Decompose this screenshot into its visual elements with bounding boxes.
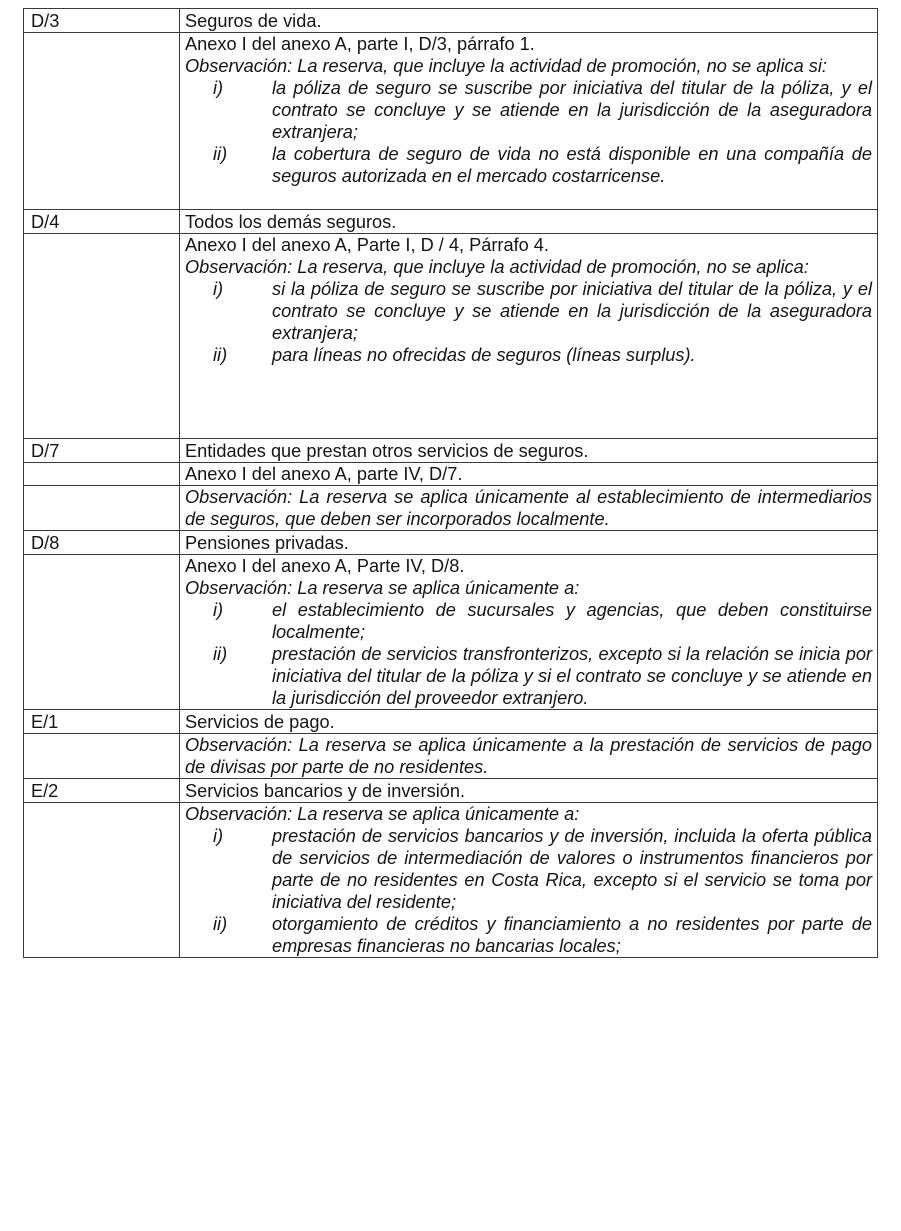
item-text: prestación de servicios transfronterizos, excepto si la relación se inicia por iniciativa del titular de la póliza y si el contrato se concluye y se atiende en la jurisdicción del proveedor extranjero.	[272, 644, 872, 708]
sector-code: E/2	[24, 779, 180, 803]
list-item	[185, 344, 872, 366]
annex-reference: Anexo I del anexo A, parte I, D/3, párrafo 1.	[185, 34, 535, 54]
table-row	[24, 463, 878, 486]
item-text: la póliza de seguro se suscribe por iniciativa del titular de la póliza, y el contrato se concluye y se atiende en la jurisdicción de la aseguradora extranjera;	[272, 78, 872, 142]
item-number: i)	[213, 78, 224, 98]
table-row	[24, 9, 878, 33]
sector-code: D/4	[24, 210, 180, 234]
observation-text: Observación: La reserva se aplica únicamente a:	[185, 804, 580, 824]
table-row	[24, 486, 878, 531]
list-item	[185, 77, 872, 143]
reservation-detail	[180, 555, 878, 710]
observation-text: Observación: La reserva se aplica únicamente a:	[185, 578, 580, 598]
item-number: i)	[213, 826, 224, 846]
annex-reference: Anexo I del anexo A, Parte IV, D/8.	[185, 556, 465, 576]
table-row	[24, 439, 878, 463]
table-row	[24, 555, 878, 710]
reservation-detail	[180, 734, 878, 779]
list-item	[185, 599, 872, 643]
reservations-table	[23, 8, 878, 958]
observation-text: Observación: La reserva se aplica únicamente a la prestación de servicios de pago de divisas por parte de no residentes.	[185, 735, 872, 777]
list-item	[185, 278, 872, 344]
table-row	[24, 33, 878, 210]
list-item	[185, 143, 872, 187]
item-list	[185, 278, 872, 366]
sector-code: E/1	[24, 710, 180, 734]
sector-title: Seguros de vida.	[180, 9, 878, 33]
item-number: i)	[213, 600, 224, 620]
list-item	[185, 825, 872, 913]
reservation-detail	[180, 486, 878, 531]
observation-text: Observación: La reserva se aplica únicamente al establecimiento de intermediarios de seguros, que deben ser incorporados localmente.	[185, 487, 872, 529]
list-item	[185, 643, 872, 709]
item-number: ii)	[213, 144, 228, 164]
item-list	[185, 825, 872, 957]
reservations-table-body	[24, 9, 878, 958]
annex-reference: Anexo I del anexo A, Parte I, D / 4, Párrafo 4.	[185, 235, 549, 255]
table-row	[24, 710, 878, 734]
sector-title: Entidades que prestan otros servicios de seguros.	[180, 439, 878, 463]
annex-reference: Anexo I del anexo A, parte IV, D/7.	[180, 463, 878, 486]
table-row	[24, 734, 878, 779]
reservation-detail	[180, 803, 878, 958]
sector-title: Pensiones privadas.	[180, 531, 878, 555]
observation-text: Observación: La reserva, que incluye la actividad de promoción, no se aplica si:	[185, 56, 827, 76]
observation-text: Observación: La reserva, que incluye la actividad de promoción, no se aplica:	[185, 257, 809, 277]
item-text: prestación de servicios bancarios y de inversión, incluida la oferta pública de servicios de intermediación de valores o instrumentos financieros por parte de no residentes en Costa Rica, excepto si el servicio se toma por iniciativa del residente;	[272, 826, 872, 912]
table-row	[24, 531, 878, 555]
item-number: i)	[213, 279, 224, 299]
item-text: otorgamiento de créditos y financiamiento a no residentes por parte de empresas financieras no bancarias locales;	[272, 914, 872, 956]
empty-code-cell	[24, 486, 180, 531]
item-number: ii)	[213, 345, 228, 365]
reservation-detail	[180, 234, 878, 439]
item-list	[185, 77, 872, 187]
empty-code-cell	[24, 734, 180, 779]
reservation-detail	[180, 33, 878, 210]
item-text: para líneas no ofrecidas de seguros (líneas surplus).	[272, 345, 696, 365]
item-number: ii)	[213, 914, 228, 934]
sector-code: D/7	[24, 439, 180, 463]
item-text: si la póliza de seguro se suscribe por iniciativa del titular de la póliza, y el contrato se concluye y se atiende en la jurisdicción de la aseguradora extranjera;	[272, 279, 872, 343]
sector-title: Todos los demás seguros.	[180, 210, 878, 234]
sector-title: Servicios de pago.	[180, 710, 878, 734]
sector-code: D/3	[24, 9, 180, 33]
table-row	[24, 210, 878, 234]
empty-code-cell	[24, 463, 180, 486]
item-text: el establecimiento de sucursales y agencias, que deben constituirse localmente;	[272, 600, 872, 642]
item-number: ii)	[213, 644, 228, 664]
table-row	[24, 779, 878, 803]
item-list	[185, 599, 872, 709]
empty-code-cell	[24, 234, 180, 439]
list-item	[185, 913, 872, 957]
table-row	[24, 803, 878, 958]
item-text: la cobertura de seguro de vida no está disponible en una compañía de seguros autorizada en el mercado costarricense.	[272, 144, 872, 186]
sector-code: D/8	[24, 531, 180, 555]
empty-code-cell	[24, 803, 180, 958]
empty-code-cell	[24, 555, 180, 710]
sector-title: Servicios bancarios y de inversión.	[180, 779, 878, 803]
empty-code-cell	[24, 33, 180, 210]
table-row	[24, 234, 878, 439]
